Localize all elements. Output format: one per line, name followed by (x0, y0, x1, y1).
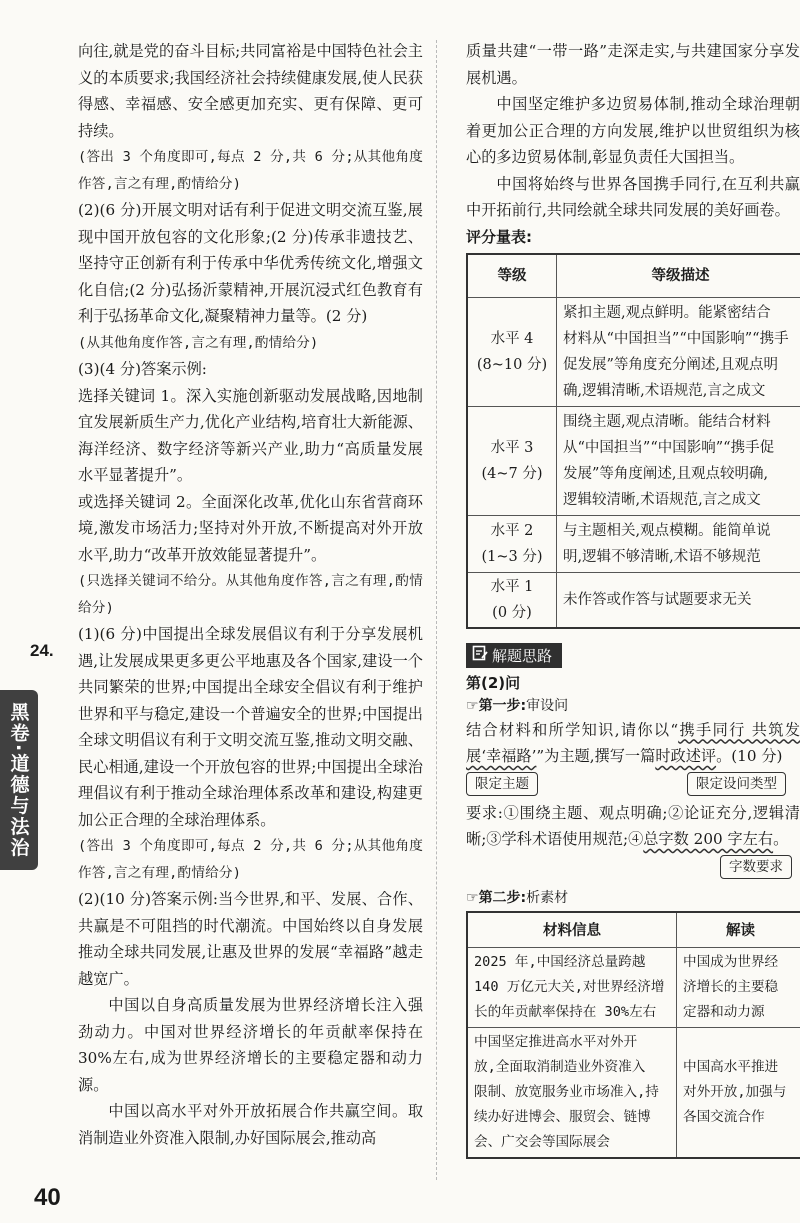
prompt-type: 时政述评 (655, 747, 717, 765)
answer-paragraph: 向往,就是党的奋斗目标;共同富裕是中国特色社会主义的本质要求;我国经济社会持续健康发展,使人民获得感、幸福感、安全感更加充实、更有保障、更可持续。 (78, 42, 423, 140)
score-row (467, 515, 800, 572)
score-level: 水平 1 (0 分) (467, 572, 557, 628)
score-table (466, 253, 800, 629)
score-header-level: 等级 (467, 254, 557, 298)
score-level: 水平 2 (1~3 分) (467, 515, 557, 572)
right-column (466, 38, 800, 1159)
answer-paragraph: (1)(6 分)中国提出全球发展倡议有利于分享发展机遇,让发展成果更多更公平地惠及各个国家,建设一个共同繁荣的世界;中国提出全球安全倡议有利于维护世界和平与稳定,建设一个普遍安全的世界;中国提出全球文明倡议有利于文明交流互鉴,推动文明交融、民心相通,建设一个开放包容的世界;中国提出全球治理倡议有利于推动全球治理体系改革和建设,构建更加公正合理的全球治理体系。 (78, 625, 423, 829)
material-header-info: 材料信息 (467, 912, 677, 948)
grading-note: (答出 3 个角度即可,每点 2 分,共 6 分;从其他角度作答,言之有理,酌情给分) (78, 149, 423, 192)
material-reading: 中国高水平推进 对外开放,加强与 各国交流合作 (677, 1027, 800, 1158)
score-table-title: 评分量表: (466, 227, 532, 246)
grading-note: (从其他角度作答,言之有理,酌情给分) (78, 334, 319, 351)
score-row (467, 572, 800, 628)
answer-paragraph: (2)(10 分)答案示例:当今世界,和平、发展、合作、共赢是不可阻挡的时代潮流。中国始终以自身发展推动全球共同发展,让惠及世界的发展“幸福路”越走越宽广。 (78, 890, 423, 988)
word-count-requirement: 总字数 200 字左右 (643, 830, 774, 848)
answer-paragraph: 或选择关键词 2。全面深化改革,优化山东省营商环境,激发市场活力;坚持对外开放,不断提高对外开放水平,助力“改革开放效能显著提升”。 (78, 492, 423, 564)
score-description: 围绕主题,观点清晰。能结合材料 从“中国担当”“中国影响”“携手促 发展”等角度阐述,且观点较明确, 逻辑较清晰,术语规范,言之成文 (557, 406, 800, 515)
note-icon (472, 645, 488, 665)
tag-word-count: 字数要求 (720, 855, 792, 879)
material-row (467, 947, 800, 1027)
analysis-badge: 解题思路 (466, 643, 562, 668)
score-description: 紧扣主题,观点鲜明。能紧密结合 材料从“中国担当”“中国影响”“携手 促发展”等角度充分阐述,且观点明 确,逻辑清晰,术语规范,言之成文 (557, 297, 800, 406)
score-row (467, 297, 800, 406)
left-column (78, 38, 423, 1151)
score-level: 水平 3 (4~7 分) (467, 406, 557, 515)
score-description: 与主题相关,观点模糊。能简单说 明,逻辑不够清晰,术语不够规范 (557, 515, 800, 572)
side-tab: 黑卷·道德与法治 (0, 690, 38, 870)
column-divider (436, 40, 437, 1180)
requirements: 要求:①围绕主题、观点明确;②论证充分,逻辑清晰;③学科术语使用规范;④总字数 200 字左右。 (466, 803, 800, 848)
score-description: 未作答或作答与试题要求无关 (557, 572, 800, 628)
pointing-hand-icon: ☞ (466, 889, 479, 906)
material-header-read: 解读 (677, 912, 800, 948)
answer-paragraph: (2)(6 分)开展文明对话有利于促进文明交流互鉴,展现中国开放包容的文化形象;(2 分)传承非遗技艺、坚持守正创新有利于传承中华优秀传统文化,增强文化自信;(2 分)弘扬沂蒙精神,开展沉浸式红色教育有利于弘扬革命文化,凝聚精神力量等。(2 分) (78, 201, 423, 325)
answer-paragraph: (3)(4 分)答案示例: (78, 360, 207, 378)
essay-paragraph: 质量共建“一带一路”走深走实,与共建国家分享发展机遇。 (466, 42, 800, 87)
material-row (467, 1027, 800, 1158)
grading-note: (只选择关键词不给分。从其他角度作答,言之有理,酌情给分) (78, 573, 423, 616)
question-prompt: 结合材料和所学知识,请你以“携手同行 共筑发展‘幸福路’”为主题,撰写一篇时政述评。(10 分) (466, 720, 800, 765)
material-info: 2025 年,中国经济总量跨越 140 万亿元大关,对世界经济增 长的年贡献率保持在 30%左右 (467, 947, 677, 1027)
sub-question-label: 第(2)问 (466, 673, 521, 692)
material-info: 中国坚定推进高水平对外开 放,全面取消制造业外资准入 限制、放宽服务业市场准入,持 续办好进博会、服贸会、链博 会、广交会等国际展会 (467, 1027, 677, 1158)
score-level: 水平 4 (8~10 分) (467, 297, 557, 406)
answer-paragraph: 中国以自身高质量发展为世界经济增长注入强劲动力。中国对世界经济增长的年贡献率保持在 30%左右,成为世界经济增长的主要稳定器和动力源。 (78, 996, 423, 1094)
question-number: 24. (30, 641, 54, 660)
answer-paragraph: 选择关键词 1。深入实施创新驱动发展战略,因地制宜发展新质生产力,优化产业结构,培育壮大新能源、海洋经济、数字经济等新兴产业,助力“高质量发展水平显著提升”。 (78, 386, 423, 484)
essay-paragraph: 中国将始终与世界各国携手同行,在互利共赢中开拓前行,共同绘就全球共同发展的美好画卷。 (466, 174, 800, 219)
material-reading: 中国成为世界经 济增长的主要稳 定器和动力源 (677, 947, 800, 1027)
tag-limit-theme: 限定主题 (466, 772, 538, 796)
step-one: ☞第一步:审设问 (466, 697, 569, 714)
page-number: 40 (34, 1184, 61, 1211)
score-header-desc: 等级描述 (557, 254, 800, 298)
pointing-hand-icon: ☞ (466, 697, 479, 714)
material-table (466, 911, 800, 1159)
tag-limit-type: 限定设问类型 (687, 772, 786, 796)
essay-paragraph: 中国坚定维护多边贸易体制,推动全球治理朝着更加公正合理的方向发展,维护以世贸组织为核心的多边贸易体制,彰显负责任大国担当。 (466, 95, 800, 166)
step-two: ☞第二步:析素材 (466, 889, 569, 906)
prompt-theme: 携手同行 共筑发展‘幸福路’ (466, 720, 800, 765)
score-row (467, 406, 800, 515)
grading-note: (答出 3 个角度即可,每点 2 分,共 6 分;从其他角度作答,言之有理,酌情给分) (78, 838, 423, 881)
answer-paragraph: 中国以高水平对外开放拓展合作共赢空间。取消制造业外资准入限制,办好国际展会,推动高 (78, 1102, 423, 1147)
